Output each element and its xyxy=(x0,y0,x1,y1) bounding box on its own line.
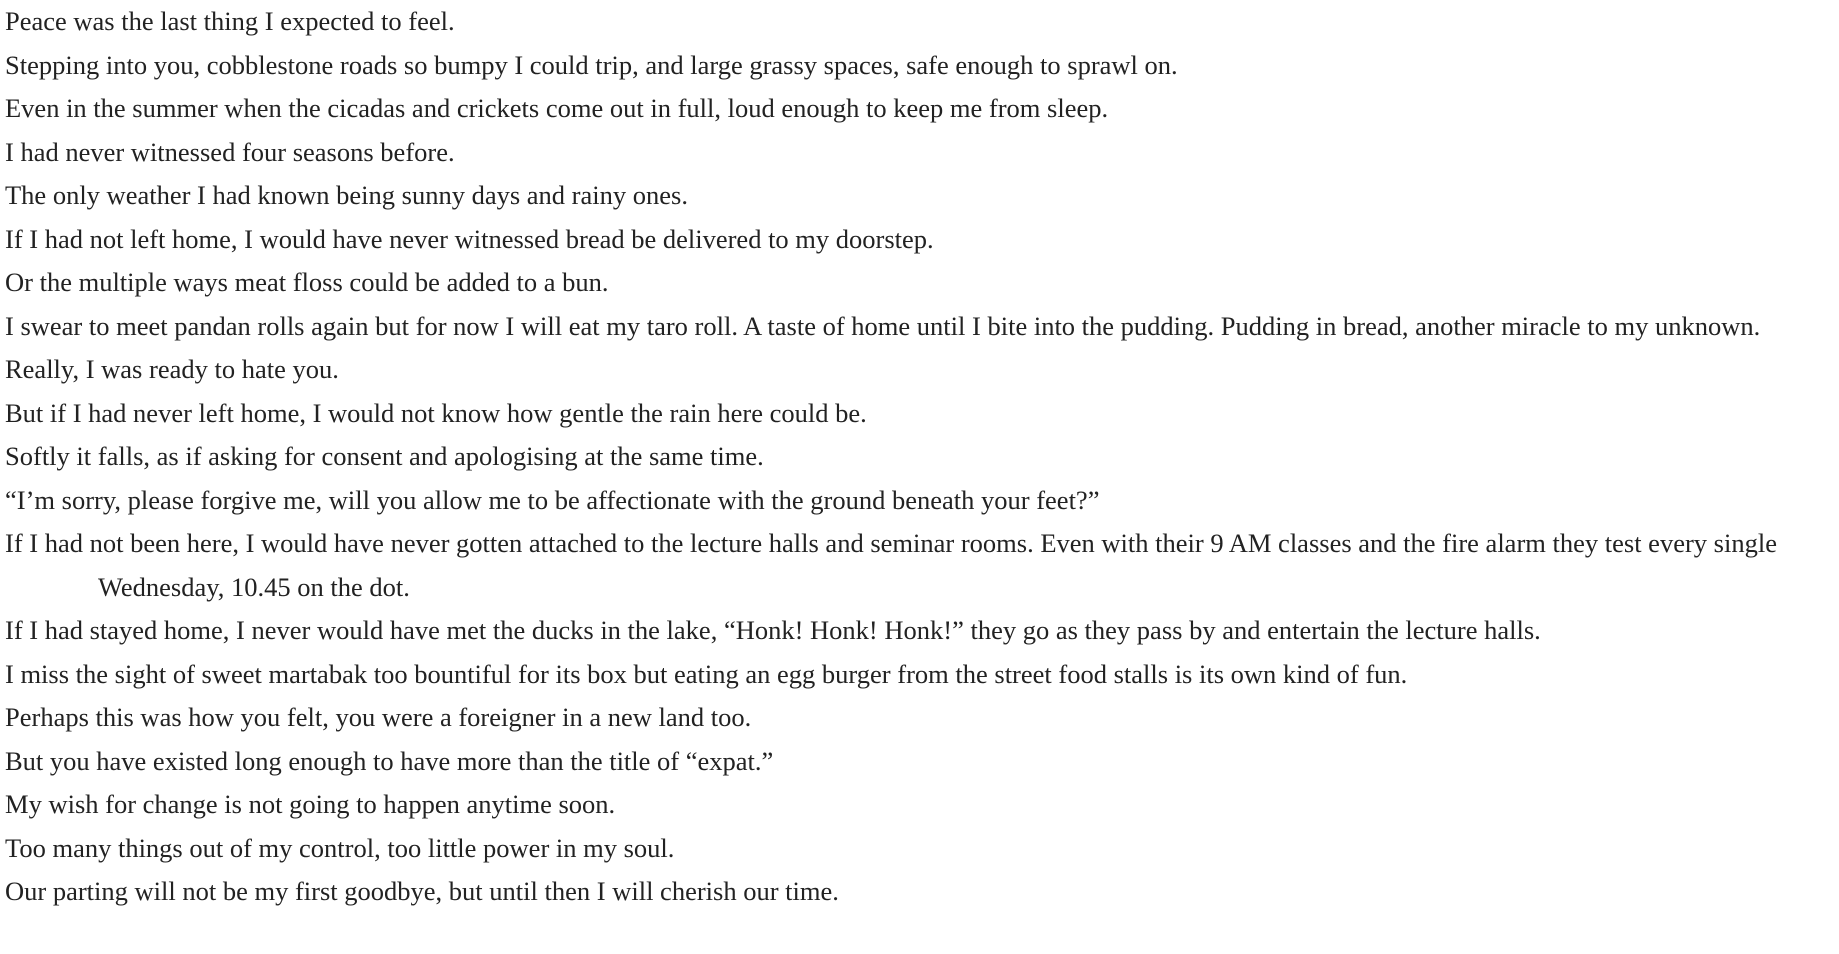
poem-line: Too many things out of my control, too little power in my soul. xyxy=(5,832,675,863)
poem-line: If I had stayed home, I never would have met the ducks in the lake, “Honk! Honk! Honk!” they go as they pass by and entertain the lecture halls. xyxy=(5,615,1541,645)
poem-line: But if I had never left home, I would not know how gentle the rain here could be. xyxy=(5,397,867,428)
poem-line: Or the multiple ways meat floss could be added to a bun. xyxy=(5,267,609,297)
poem-line: Perhaps this was how you felt, you were a foreigner in a new land too. xyxy=(5,702,752,732)
poem-line: My wish for change is not going to happen anytime soon. xyxy=(5,789,616,819)
poem-line: Peace was the last thing I expected to feel. xyxy=(5,6,455,36)
poem-line: I had never witnessed four seasons before. xyxy=(5,136,455,167)
poem-line: But you have existed long enough to have more than the title of “expat.” xyxy=(5,745,774,776)
poem-line: I swear to meet pandan rolls again but for now I will eat my taro roll. A taste of home until I bite into the pudding. Pudding in bread, another miracle to my unknown. xyxy=(5,310,1761,341)
poem-line: Softly it falls, as if asking for consent and apologising at the same time. xyxy=(5,441,764,471)
poem-line: Our parting will not be my first goodbye, but until then I will cherish our time. xyxy=(5,876,839,906)
poem-line: Even in the summer when the cicadas and crickets come out in full, loud enough to keep me from sleep. xyxy=(5,93,1109,123)
poem-line: The only weather I had known being sunny days and rainy ones. xyxy=(5,180,688,210)
poem-line: Really, I was ready to hate you. xyxy=(5,354,339,384)
poem-line: If I had not been here, I would have never gotten attached to the lecture halls and seminar rooms. Even with their 9 AM classes and the fire alarm they test every single Wednesday, 10.45 on the dot. xyxy=(5,528,1777,602)
poem-line: I miss the sight of sweet martabak too bountiful for its box but eating an egg burger from the street food stalls is its own kind of fun. xyxy=(5,658,1408,689)
poem-line: “I’m sorry, please forgive me, will you allow me to be affectionate with the ground beneath your feet?” xyxy=(5,484,1100,515)
poem-line: If I had not left home, I would have never witnessed bread be delivered to my doorstep. xyxy=(5,223,934,254)
poem-line: Stepping into you, cobblestone roads so bumpy I could trip, and large grassy spaces, safe enough to sprawl on. xyxy=(5,49,1178,80)
